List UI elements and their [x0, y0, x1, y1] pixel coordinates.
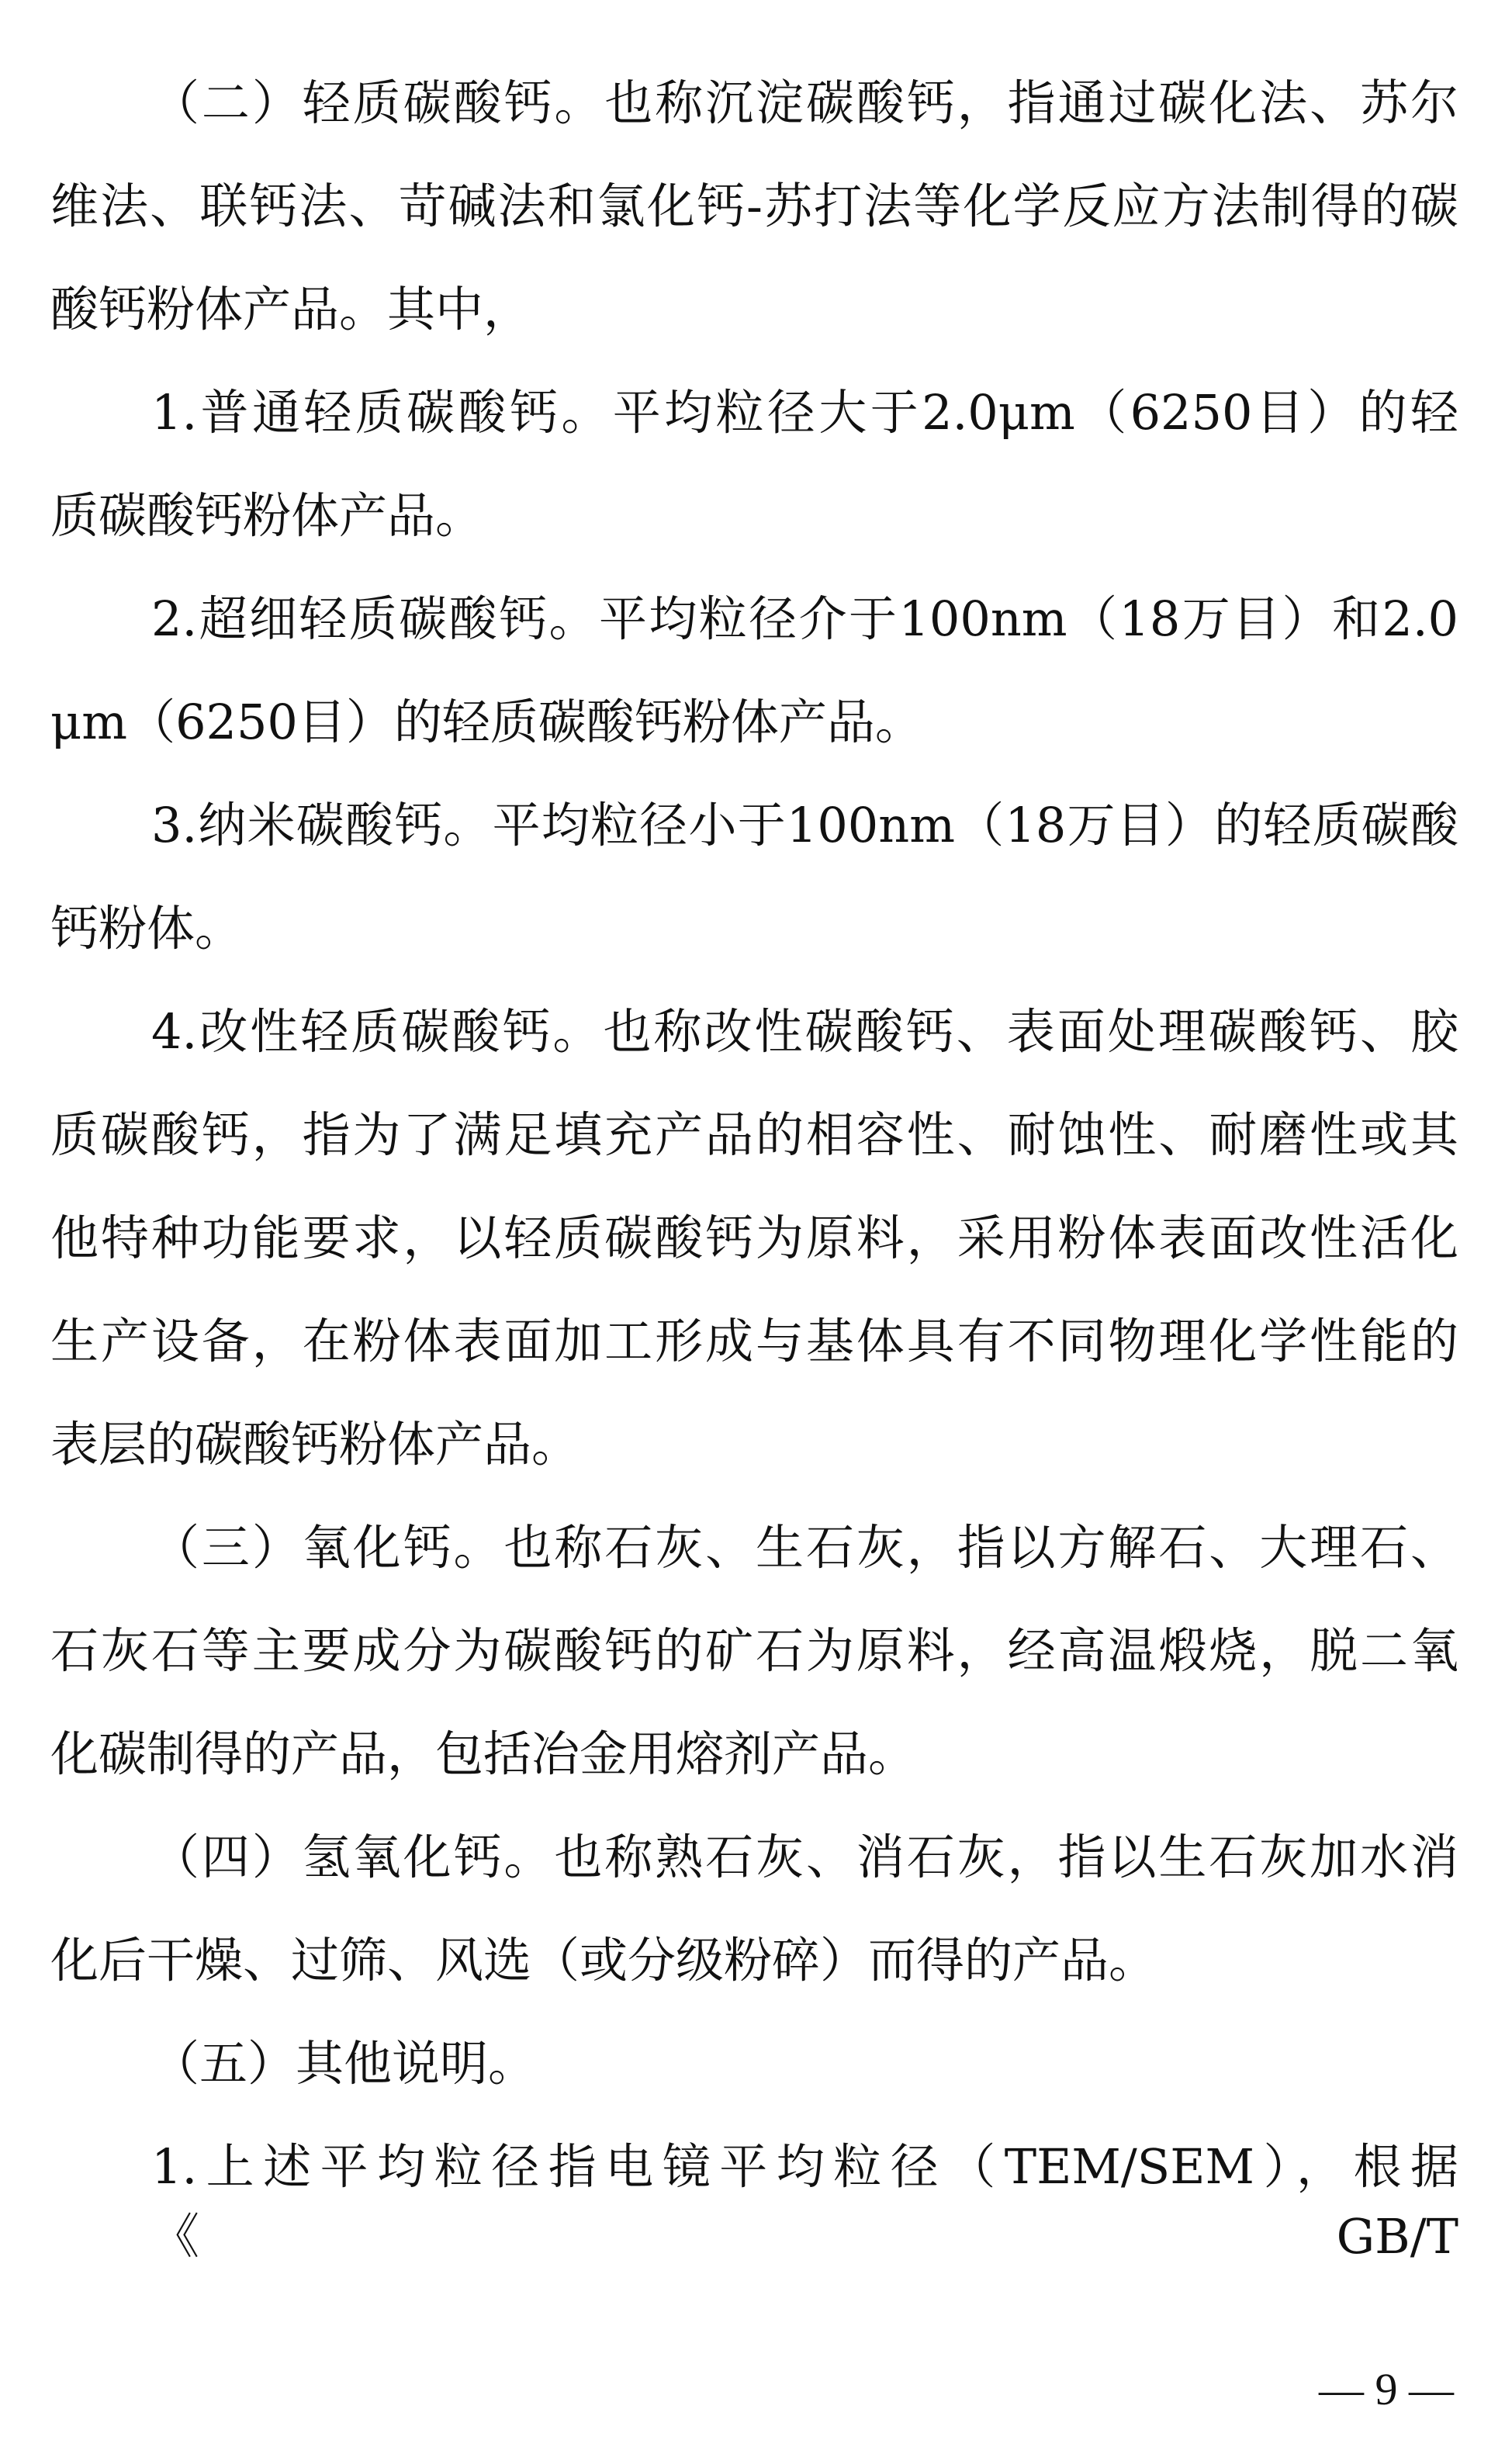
text-line: 4.改性轻质碳酸钙。也称改性碳酸钙、表面处理碳酸钙、胶: [151, 1003, 1458, 1060]
document-body: [50, 68, 1458, 2265]
text-line: （四）氢氧化钙。也称熟石灰、消石灰，指以生石灰加水消: [151, 1829, 1458, 1885]
text-line: 3.纳米碳酸钙。平均粒径小于100nm（18万目）的轻质碳酸: [151, 797, 1458, 853]
text-line: 化碳制得的产品，包括冶金用熔剂产品。: [50, 1725, 917, 1782]
text-line: 酸钙粉体产品。其中，: [50, 281, 532, 337]
text-line: 2.超细轻质碳酸钙。平均粒径介于100nm（18万目）和2.0: [151, 590, 1458, 647]
text-line: 他特种功能要求，以轻质碳酸钙为原料，采用粉体表面改性活化: [50, 1210, 1458, 1266]
text-line: 钙粉体。: [50, 900, 244, 957]
text-line: μm（6250目）的轻质碳酸钙粉体产品。: [50, 694, 923, 750]
text-line: 生产设备，在粉体表面加工形成与基体具有不同物理化学性能的: [50, 1313, 1458, 1369]
text-line: 表层的碳酸钙粉体产品。: [50, 1416, 580, 1473]
text-line: 维法、联钙法、苛碱法和氯化钙-苏打法等化学反应方法制得的碳: [50, 178, 1458, 234]
page-number: — 9 —: [1319, 2364, 1454, 2414]
text-line: （三）氧化钙。也称石灰、生石灰，指以方解石、大理石、: [151, 1519, 1458, 1576]
text-line: 1.上述平均粒径指电镜平均粒径（TEM/SEM），根据《GB/T: [151, 2138, 1458, 2265]
text-line: 化后干燥、过筛、风选（或分级粉碎）而得的产品。: [50, 1932, 1157, 1988]
text-line: 质碳酸钙粉体产品。: [50, 487, 484, 544]
text-line: 石灰石等主要成分为碳酸钙的矿石为原料，经高温煅烧，脱二氧: [50, 1622, 1458, 1679]
text-line: （五）其他说明。: [151, 2035, 537, 2092]
text-line: 1.普通轻质碳酸钙。平均粒径大于2.0μm（6250目）的轻: [151, 384, 1458, 441]
text-line: 质碳酸钙，指为了满足填充产品的相容性、耐蚀性、耐磨性或其: [50, 1106, 1458, 1163]
text-line: （二）轻质碳酸钙。也称沉淀碳酸钙，指通过碳化法、苏尔: [151, 74, 1458, 131]
